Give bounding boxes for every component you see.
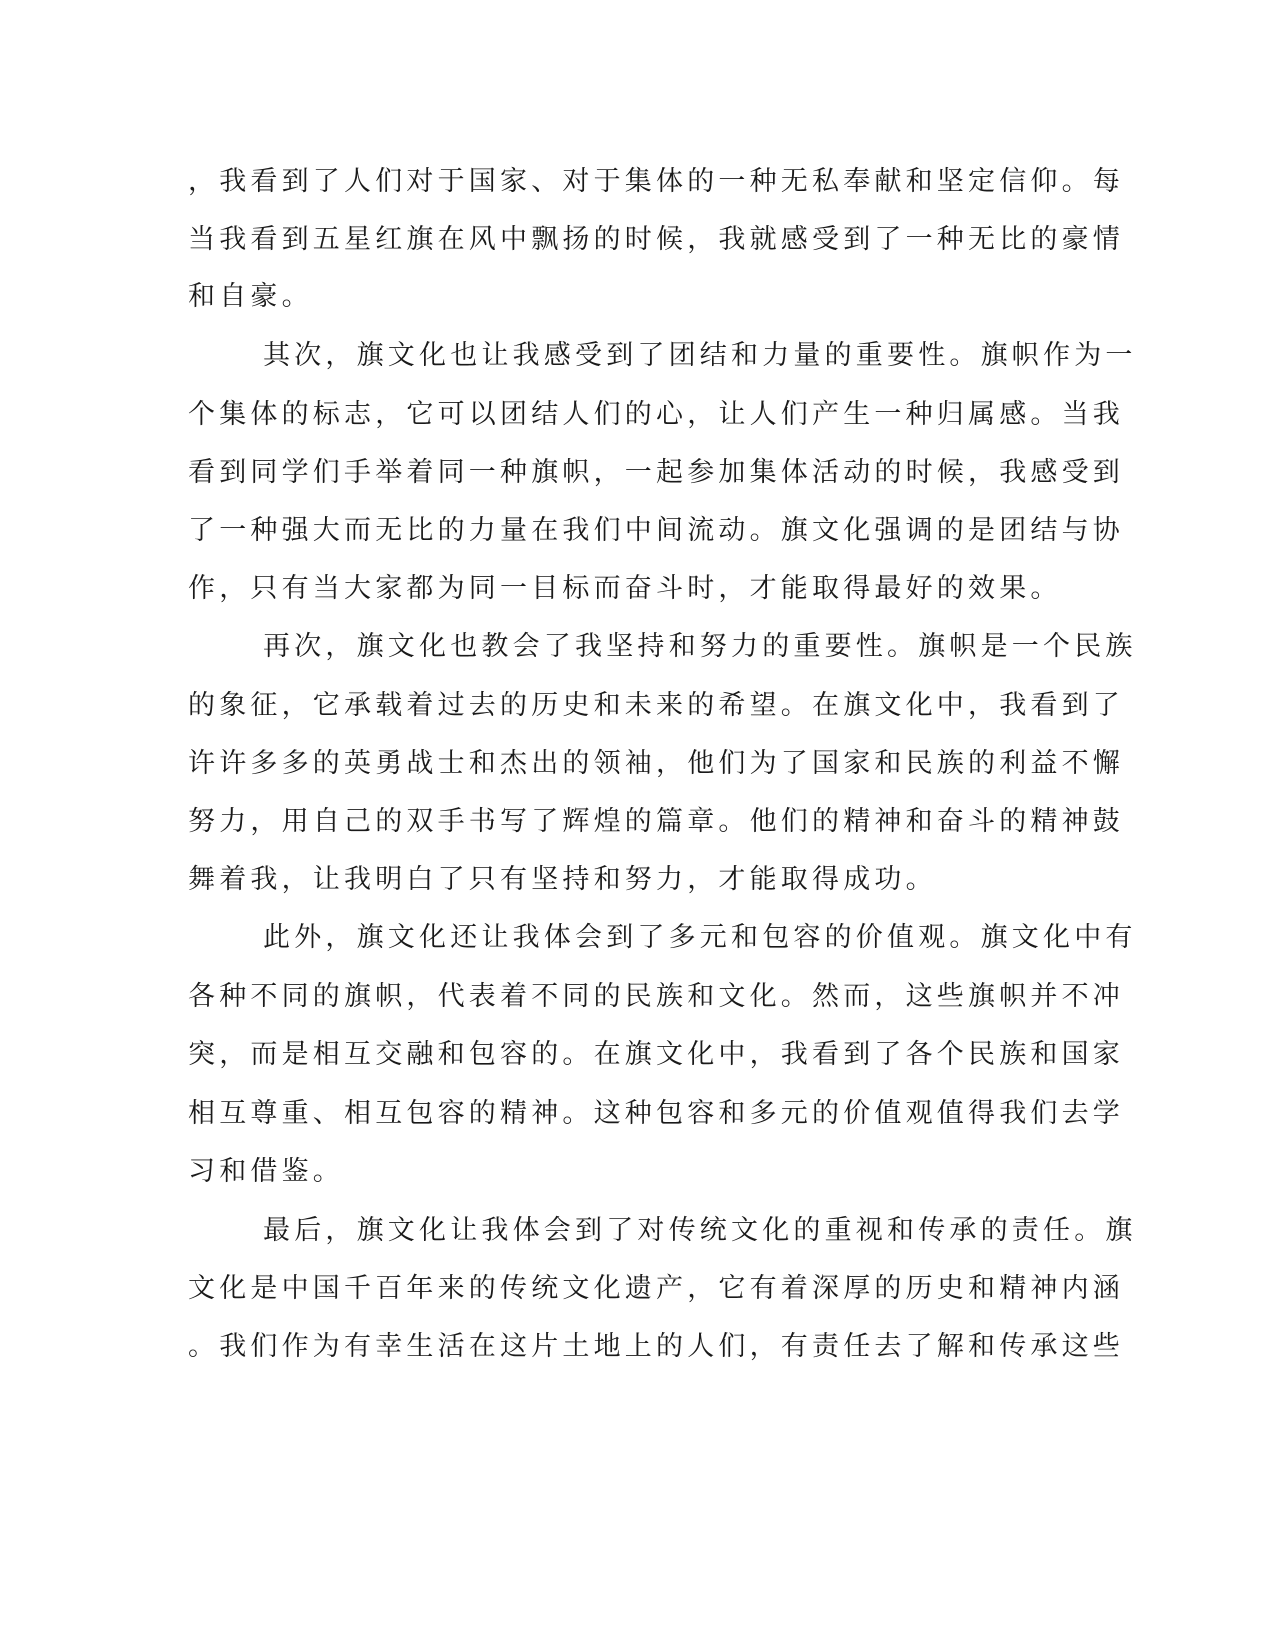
paragraph-first-line: 其次，旗文化也让我感受到了团结和力量的重要性。旗帜作为一 (263, 340, 1137, 371)
text-line: 相互尊重、相互包容的精神。这种包容和多元的价值观值得我们去学 (188, 1098, 1124, 1129)
paragraph-first-line: 最后，旗文化让我体会到了对传统文化的重视和传承的责任。旗 (263, 1215, 1137, 1246)
paragraph-first-line: 此外，旗文化还让我体会到了多元和包容的价值观。旗文化中有 (263, 922, 1137, 953)
text-line: 许许多多的英勇战士和杰出的领袖，他们为了国家和民族的利益不懈 (188, 748, 1124, 779)
text-line: 看到同学们手举着同一种旗帜，一起参加集体活动的时候，我感受到 (188, 457, 1124, 488)
text-line: 舞着我，让我明白了只有坚持和努力，才能取得成功。 (188, 864, 937, 895)
text-line: 习和借鉴。 (188, 1156, 344, 1187)
text-line: 。我们作为有幸生活在这片土地上的人们，有责任去了解和传承这些 (188, 1331, 1124, 1362)
text-line: 个集体的标志，它可以团结人们的心，让人们产生一种归属感。当我 (188, 399, 1124, 430)
text-line: 当我看到五星红旗在风中飘扬的时候，我就感受到了一种无比的豪情 (188, 224, 1124, 255)
text-line: 努力，用自己的双手书写了辉煌的篇章。他们的精神和奋斗的精神鼓 (188, 806, 1124, 837)
text-line: ，我看到了人们对于国家、对于集体的一种无私奉献和坚定信仰。每 (188, 166, 1124, 197)
text-line: 突，而是相互交融和包容的。在旗文化中，我看到了各个民族和国家 (188, 1039, 1124, 1070)
paragraph-first-line: 再次，旗文化也教会了我坚持和努力的重要性。旗帜是一个民族 (263, 631, 1137, 662)
text-line: 的象征，它承载着过去的历史和未来的希望。在旗文化中，我看到了 (188, 690, 1124, 721)
text-line: 作，只有当大家都为同一目标而奋斗时，才能取得最好的效果。 (188, 573, 1062, 604)
text-line: 文化是中国千百年来的传统文化遗产，它有着深厚的历史和精神内涵 (188, 1273, 1124, 1304)
text-line: 了一种强大而无比的力量在我们中间流动。旗文化强调的是团结与协 (188, 515, 1124, 546)
text-line: 和自豪。 (188, 281, 313, 312)
text-line: 各种不同的旗帜，代表着不同的民族和文化。然而，这些旗帜并不冲 (188, 981, 1124, 1012)
